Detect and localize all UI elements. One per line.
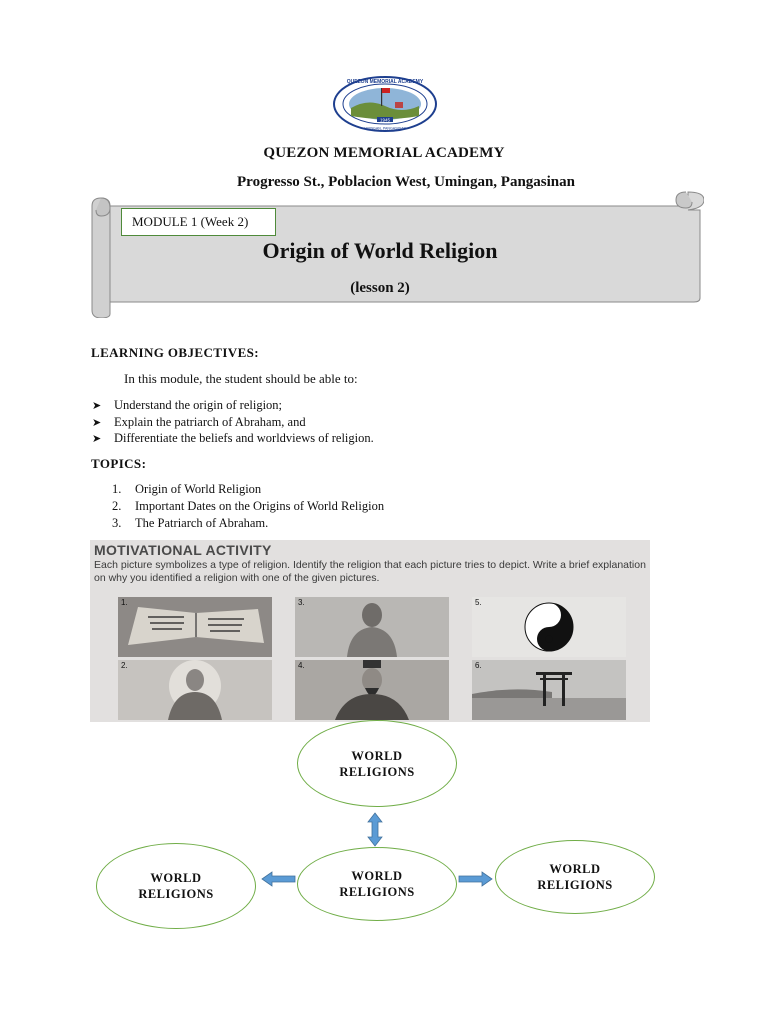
diagram-node-center: WORLD RELIGIONS	[297, 847, 457, 921]
svg-text:1945: 1945	[379, 117, 391, 123]
activity-title: MOTIVATIONAL ACTIVITY	[94, 542, 272, 558]
diagram-node-right: WORLD RELIGIONS	[495, 840, 655, 914]
double-arrow-vertical-icon	[368, 813, 382, 846]
diagram-node-left: WORLD RELIGIONS	[96, 843, 256, 929]
module-label-box: MODULE 1 (Week 2)	[121, 208, 276, 236]
list-item: ➤ Explain the patriarch of Abraham, and	[92, 414, 374, 431]
list-item: 3. The Patriarch of Abraham.	[112, 516, 269, 530]
arrow-bullet-icon: ➤	[92, 416, 102, 429]
activity-instructions: Each picture symbolizes a type of religion. Identify the religion that each picture tries to depict. Write a brief explanation on why you identified a religion with one of the given pictures.	[94, 559, 646, 584]
list-item: ➤ Differentiate the beliefs and worldviews of religion.	[92, 430, 374, 447]
school-address: Progresso St., Poblacion West, Umingan, Pangasinan	[237, 174, 575, 190]
list-item: 2. Important Dates on the Origins of World Religion	[112, 499, 385, 513]
list-item: ➤ Understand the origin of religion;	[92, 397, 374, 414]
topics-heading: TOPICS:	[91, 456, 147, 471]
arrow-left-icon	[262, 872, 295, 886]
arrow-bullet-icon: ➤	[92, 433, 102, 445]
arrow-right-icon	[459, 872, 492, 886]
picture-confucius: 4.	[295, 660, 449, 720]
module-title: Origin of World Religion	[262, 238, 498, 263]
picture-hindu-deity: 2.	[118, 660, 272, 720]
picture-torii-gate: 6.	[472, 660, 626, 720]
picture-buddha: 3.	[295, 597, 449, 657]
svg-text:QUEZON MEMORIAL ACADEMY: QUEZON MEMORIAL ACADEMY	[346, 79, 424, 86]
arrow-bullet-icon: ➤	[92, 400, 102, 412]
school-name: QUEZON MEMORIAL ACADEMY	[263, 145, 505, 161]
picture-open-book: 1.	[118, 597, 272, 657]
diagram-node-top: WORLD RELIGIONS	[297, 720, 457, 807]
svg-text:UMINGAN, PANGASINAN: UMINGAN, PANGASINAN	[363, 126, 407, 131]
list-item: 1. Origin of World Religion	[112, 482, 262, 496]
module-subtitle: (lesson 2)	[350, 280, 410, 296]
objectives-intro: In this module, the student should be able to:	[124, 371, 358, 386]
objectives-heading: LEARNING OBJECTIVES:	[91, 345, 260, 360]
picture-yin-yang: 5.	[472, 597, 626, 657]
